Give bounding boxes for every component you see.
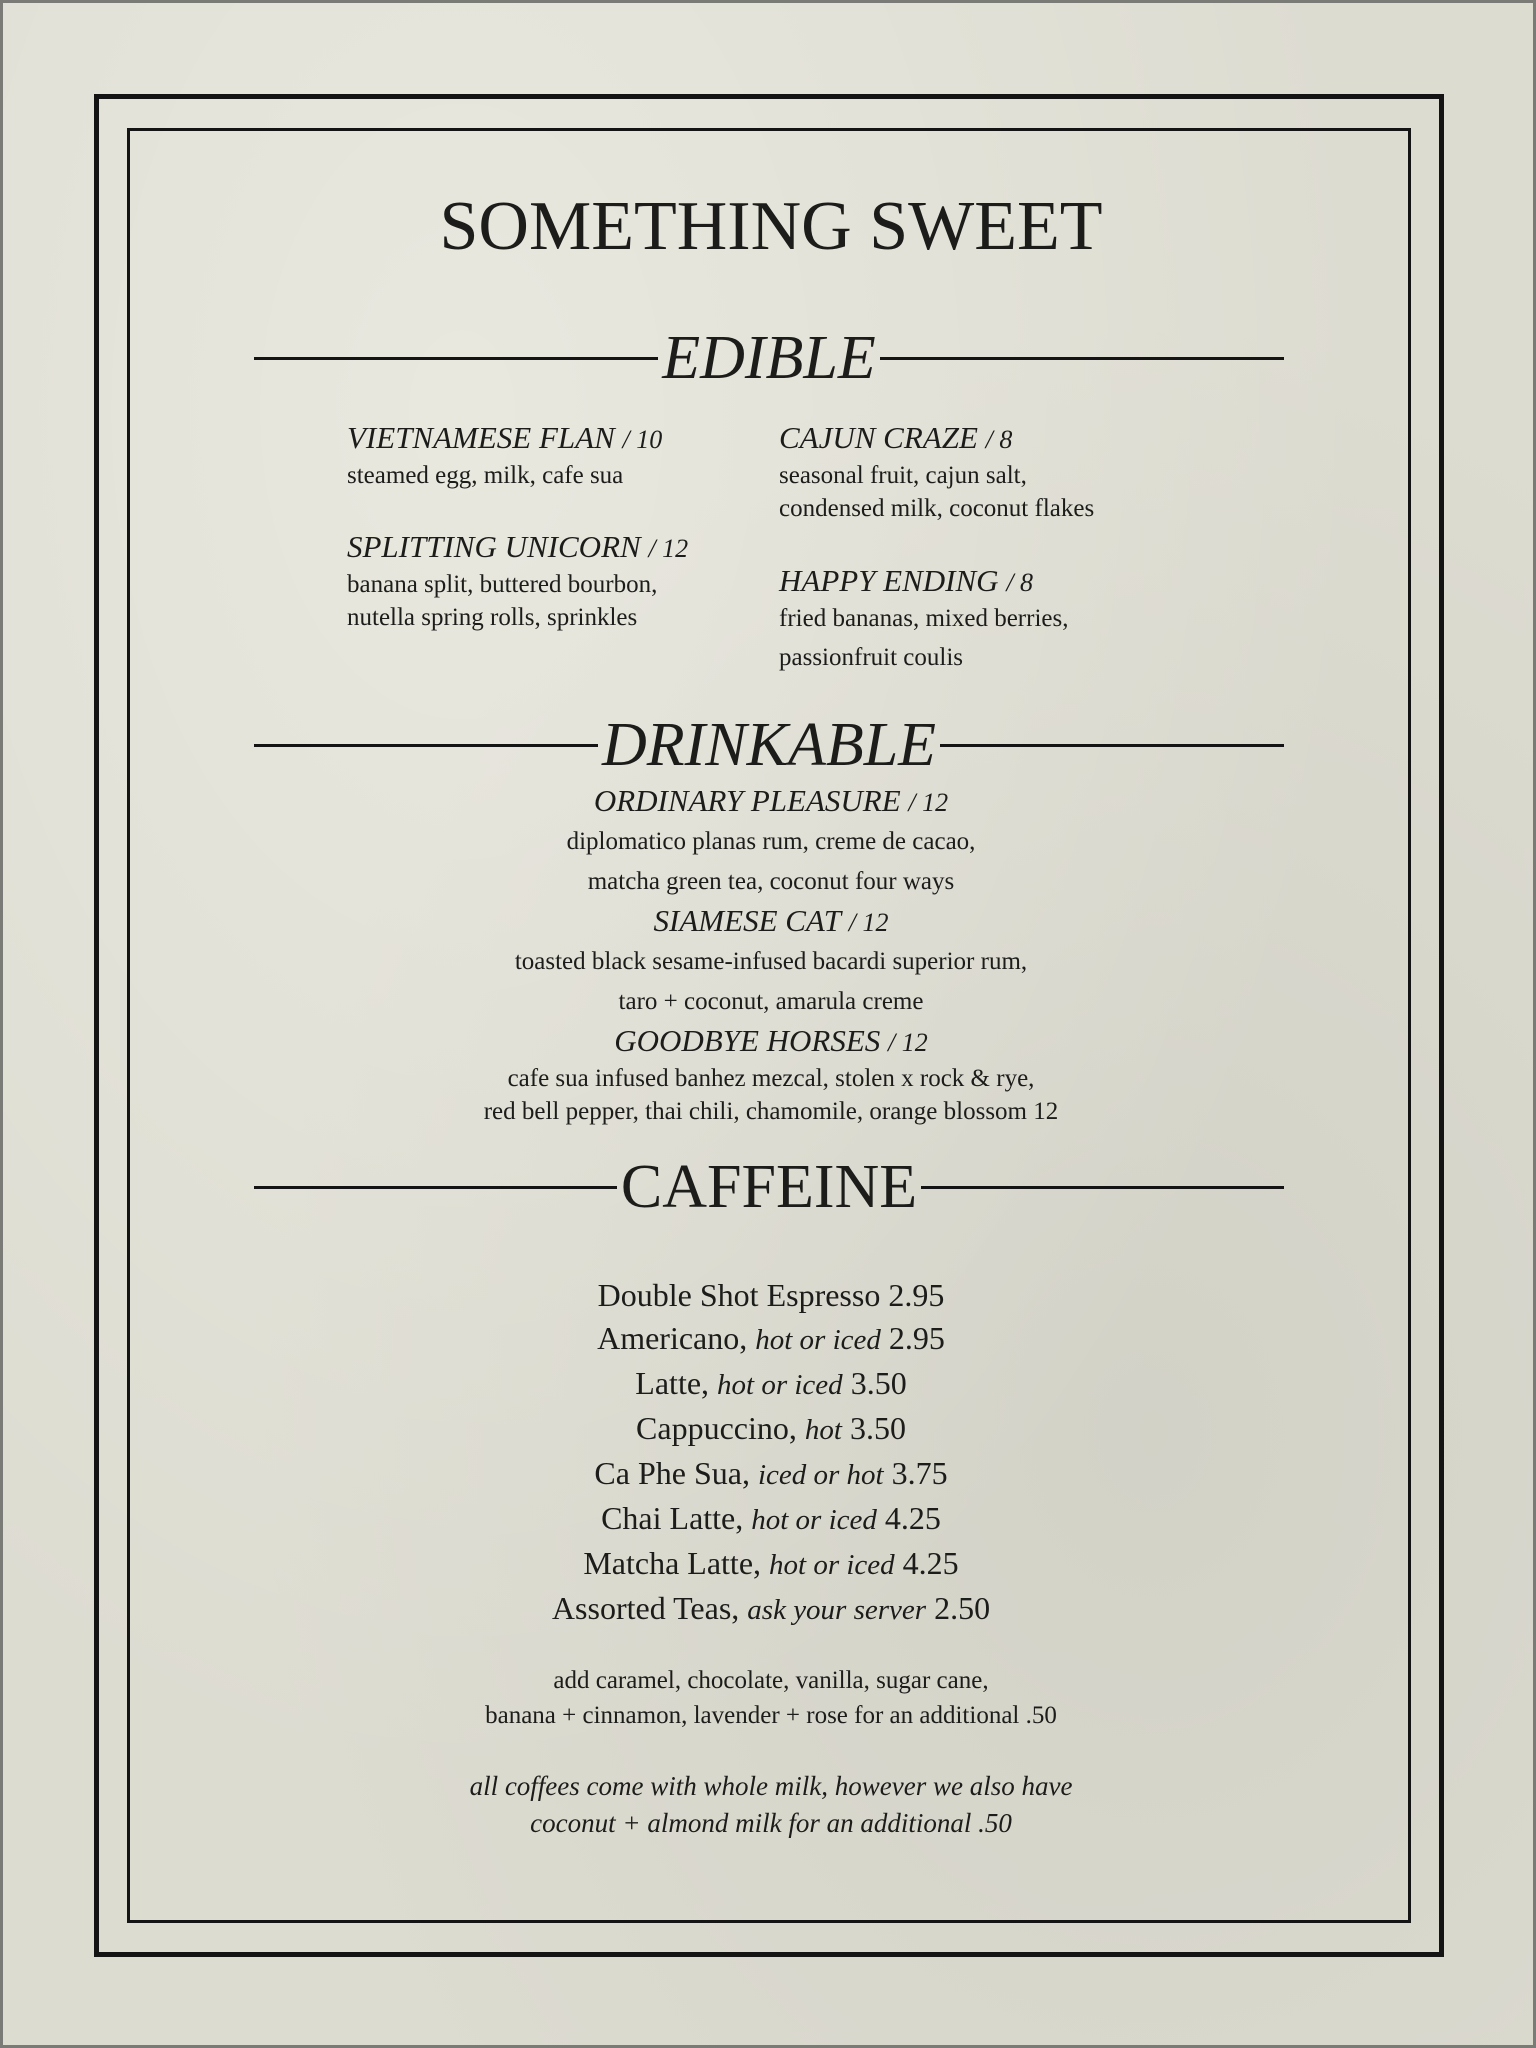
coffee-note: hot or iced [755,1324,881,1356]
divider-left [254,357,658,360]
coffee-name: Matcha Latte, [583,1545,762,1581]
item-price: / 12 [888,1028,928,1057]
coffee-name: Chai Latte, [601,1500,744,1536]
menu-item-ordinary-pleasure [3,782,1536,902]
addons-note [3,1663,1536,1733]
item-price: / 12 [908,788,949,817]
divider-right [880,357,1284,360]
item-description: cafe sua infused banhez mezcal, stolen x rock & rye, [507,1065,1035,1092]
menu-title: SOMETHING SWEET [439,188,1103,265]
item-name: VIETNAMESE FLAN [347,420,615,455]
milk-note [3,1768,1536,1842]
item-description: banana split, buttered bourbon, [347,571,658,598]
item-description: condensed milk, coconut flakes [779,495,1095,522]
coffee-name: Americano, [597,1320,748,1356]
menu-item-goodbye-horses [3,1022,1536,1128]
item-description: taro + coconut, amarula creme [618,988,924,1015]
menu-item-happy-ending [779,562,1068,674]
section-title-caffeine: CAFFEINE [620,1153,918,1221]
coffee-price: 3.75 [891,1455,948,1491]
coffee-price: 3.50 [850,1365,907,1401]
item-price: / 10 [622,425,663,454]
item-description: toasted black sesame-infused bacardi superior rum, [514,948,1028,975]
addons-line: banana + cinnamon, lavender + rose for an additional .50 [485,1702,1057,1729]
coffee-note: iced or hot [757,1459,884,1491]
coffee-note: hot or iced [769,1549,895,1581]
item-description: matcha green tea, coconut four ways [587,868,955,895]
coffee-price: 2.95 [888,1320,945,1356]
item-name: ORDINARY PLEASURE [593,783,901,818]
item-description: nutella spring rolls, sprinkles [347,604,638,631]
drink-list [3,782,1536,1128]
coffee-price: 2.50 [934,1590,991,1626]
coffee-name: Assorted Teas, [551,1590,740,1626]
coffee-price: 4.25 [902,1545,959,1581]
menu-item-siamese-cat [3,902,1536,1022]
milk-note-line: all coffees come with whole milk, however we also have [469,1771,1073,1801]
item-price: / 8 [985,425,1013,454]
section-header-edible [254,318,1284,398]
coffee-item [3,1542,1536,1587]
addons-line: add caramel, chocolate, vanilla, sugar cane, [553,1667,989,1694]
milk-note-line: coconut + almond milk for an additional .50 [530,1808,1012,1838]
section-header-caffeine [254,1147,1284,1227]
item-description: passionfruit coulis [779,644,964,671]
item-price: / 12 [648,534,689,563]
coffee-note: hot or iced [751,1504,877,1536]
coffee-item [3,1317,1536,1362]
item-name: GOODBYE HORSES [614,1023,881,1058]
coffee-name: Double Shot Espresso [597,1277,881,1313]
divider-right [921,1186,1284,1189]
coffee-note: hot or iced [717,1369,843,1401]
coffee-price: 3.50 [849,1410,906,1446]
item-description: diplomatico planas rum, creme de cacao, [566,828,976,855]
item-description: seasonal fruit, cajun salt, [779,462,1027,489]
coffee-item [3,1452,1536,1497]
coffee-item [3,1362,1536,1407]
coffee-item [3,1587,1536,1632]
item-description: steamed egg, milk, cafe sua [347,462,624,489]
item-price: / 8 [1006,568,1034,597]
menu-item-vietnamese-flan [347,419,662,492]
item-name: SIAMESE CAT [653,903,841,938]
coffee-item [3,1407,1536,1452]
coffee-item [3,1274,1536,1317]
coffee-item [3,1497,1536,1542]
item-description: red bell pepper, thai chili, chamomile, orange blossom 12 [483,1098,1059,1125]
divider-right [940,744,1284,747]
item-name: SPLITTING UNICORN [347,529,641,564]
divider-left [254,744,598,747]
item-price: / 12 [848,908,889,937]
coffee-price: 4.25 [884,1500,941,1536]
coffee-note: ask your server [747,1594,927,1626]
coffee-name: Cappuccino, [636,1410,797,1446]
item-name: CAJUN CRAZE [779,420,978,455]
coffee-price: 2.95 [888,1277,945,1313]
coffee-list [3,1274,1536,1632]
coffee-name: Ca Phe Sua, [594,1455,750,1491]
section-title-edible: EDIBLE [662,324,876,392]
coffee-note: hot [804,1414,842,1446]
item-description: fried bananas, mixed berries, [779,605,1069,632]
section-title-drinkable: DRINKABLE [601,711,937,779]
menu-item-splitting-unicorn [347,528,688,634]
item-name: HAPPY ENDING [779,563,999,598]
menu-item-cajun-craze [779,419,1094,525]
divider-left [254,1186,617,1189]
section-header-drinkable [254,705,1284,785]
coffee-name: Latte, [635,1365,710,1401]
